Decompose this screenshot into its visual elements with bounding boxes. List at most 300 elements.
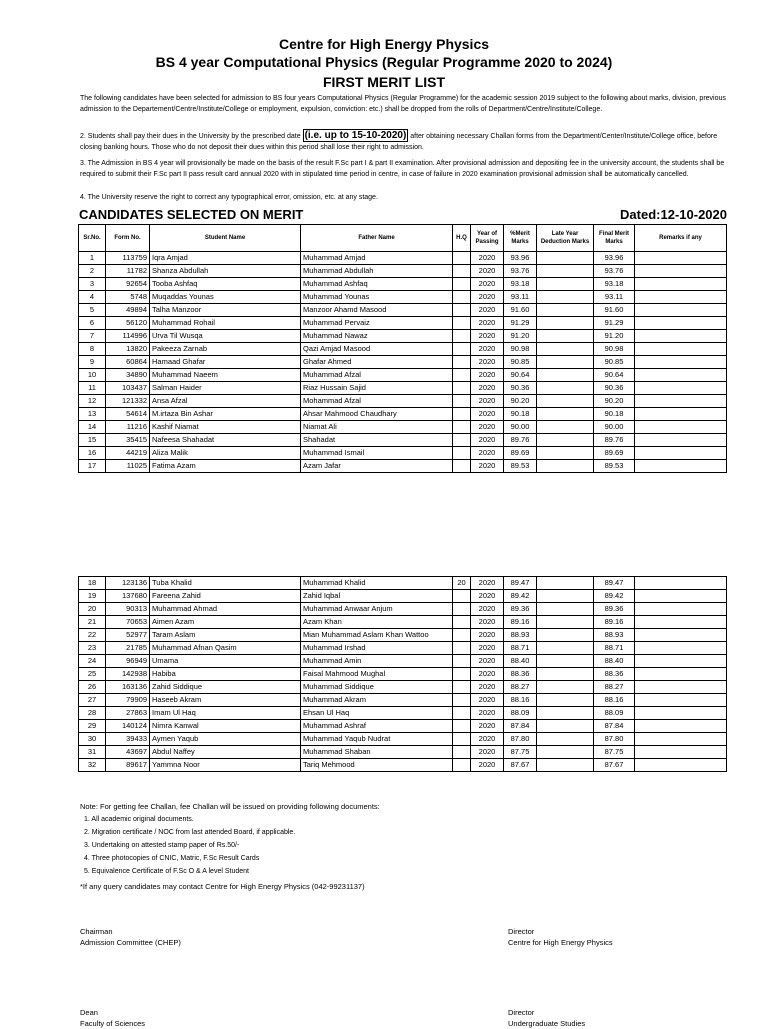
cell-student-name: Aliza Malik [150,447,301,460]
col-student-name: Student Name [150,225,301,252]
note-item: 5. Equivalence Certificate of F.Sc O & A level Student [84,868,249,875]
cell-merit: 88.36 [504,668,537,681]
cell-hq [453,603,471,616]
cell-remarks [635,395,727,408]
cell-form-no: 89617 [106,759,150,772]
cell-final-merit: 88.40 [594,655,635,668]
cell-form-no: 11216 [106,421,150,434]
cell-student-name: M.irtaza Bin Ashar [150,408,301,421]
cell-father-name: Muhammad Shaban [301,746,453,759]
cell-remarks [635,746,727,759]
signature-office: Centre for High Energy Physics [508,938,613,947]
cell-year: 2020 [471,265,504,278]
cell-hq [453,382,471,395]
signature-title: Chairman [80,927,113,936]
signature-chairman [80,926,181,948]
cell-srno: 15 [79,434,106,447]
cell-late-deduction [537,330,594,343]
cell-merit: 93.76 [504,265,537,278]
cell-srno: 17 [79,460,106,473]
table-row [79,434,727,447]
cell-father-name: Muhammad Amin [301,655,453,668]
cell-merit: 89.53 [504,460,537,473]
col-hq: H.Q [453,225,471,252]
cell-late-deduction [537,252,594,265]
cell-form-no: 21785 [106,642,150,655]
cell-srno: 24 [79,655,106,668]
cell-merit: 91.60 [504,304,537,317]
cell-student-name: Muhammad Naeem [150,369,301,382]
cell-late-deduction [537,408,594,421]
cell-late-deduction [537,421,594,434]
table-row [79,343,727,356]
cell-final-merit: 89.53 [594,460,635,473]
cell-remarks [635,369,727,382]
cell-late-deduction [537,395,594,408]
signature-title: Director [508,927,535,936]
cell-year: 2020 [471,720,504,733]
table-row [79,642,727,655]
cell-final-merit: 87.67 [594,759,635,772]
col-late-year-deduction: Late Year Deduction Marks [537,225,594,252]
cell-year: 2020 [471,629,504,642]
cell-year: 2020 [471,382,504,395]
cell-srno: 28 [79,707,106,720]
table-row [79,304,727,317]
cell-form-no: 54614 [106,408,150,421]
cell-hq [453,590,471,603]
cell-final-merit: 89.42 [594,590,635,603]
cell-late-deduction [537,265,594,278]
cell-form-no: 5748 [106,291,150,304]
cell-hq [453,369,471,382]
cell-remarks [635,447,727,460]
cell-final-merit: 93.96 [594,252,635,265]
table-row [79,291,727,304]
cell-srno: 4 [79,291,106,304]
cell-remarks [635,733,727,746]
cell-srno: 6 [79,317,106,330]
cell-hq [453,759,471,772]
cell-year: 2020 [471,590,504,603]
cell-father-name: Tariq Mehmood [301,759,453,772]
cell-remarks [635,382,727,395]
cell-father-name: Muhammad Nawaz [301,330,453,343]
cell-hq [453,655,471,668]
cell-year: 2020 [471,252,504,265]
cell-merit: 88.16 [504,694,537,707]
cell-srno: 7 [79,330,106,343]
cell-final-merit: 89.36 [594,603,635,616]
cell-late-deduction [537,343,594,356]
cell-merit: 89.69 [504,447,537,460]
cell-late-deduction [537,616,594,629]
cell-final-merit: 90.64 [594,369,635,382]
cell-father-name: Muhammad Younas [301,291,453,304]
cell-form-no: 113759 [106,252,150,265]
dated-label: Dated:12-10-2020 [620,207,727,222]
cell-form-no: 79909 [106,694,150,707]
col-form-no: Form No. [106,225,150,252]
cell-late-deduction [537,460,594,473]
cell-late-deduction [537,369,594,382]
intro-paragraph-3: 3. The Admission in BS 4 year will provisionally be made on the basis of the result F.Sc part I & part II examination. After provisional admission and depositing fee in the university account, the students shall be required to submit their F.Sc part II pass result card annual 2020 with in stipulated time period in centre, in case of failure in 2020 examination provisional admission shall be automatically cancelled. [80,160,725,178]
cell-hq [453,681,471,694]
cell-late-deduction [537,642,594,655]
table-row [79,707,727,720]
institute-title: Centre for High Energy Physics [278,36,490,52]
cell-year: 2020 [471,707,504,720]
cell-final-merit: 88.16 [594,694,635,707]
cell-final-merit: 88.71 [594,642,635,655]
cell-student-name: Pakeeza Zarnab [150,343,301,356]
intro-paragraph-1: The following candidates have been selected for admission to BS four years Computational Physics (Regular Programme) for the academic session 2019 subject to the following about marks, division, previous admission to the Departement/Centre/Institute/College or employment, expulsion, conviction: etc.) shall be dropped from the rolls of Department/Centre/Institute/College. [80,95,726,113]
cell-hq [453,733,471,746]
cell-remarks [635,317,727,330]
cell-srno: 3 [79,278,106,291]
cell-remarks [635,343,727,356]
cell-remarks [635,629,727,642]
cell-student-name: Muqaddas Younas [150,291,301,304]
cell-form-no: 11782 [106,265,150,278]
cell-remarks [635,603,727,616]
cell-form-no: 96949 [106,655,150,668]
selection-header [79,207,727,223]
cell-form-no: 13820 [106,343,150,356]
cell-hq [453,330,471,343]
cell-srno: 5 [79,304,106,317]
cell-father-name: Muhammad Afzal [301,369,453,382]
cell-form-no: 27863 [106,707,150,720]
cell-final-merit: 87.84 [594,720,635,733]
cell-srno: 13 [79,408,106,421]
cell-father-name: Muhammad Ismail [301,447,453,460]
cell-srno: 19 [79,590,106,603]
cell-father-name: Muhammad Khalid [301,577,453,590]
cell-remarks [635,655,727,668]
note-item: 3. Undertaking on attested stamp paper of Rs.50/- [84,842,240,849]
cell-form-no: 56120 [106,317,150,330]
cell-final-merit: 91.60 [594,304,635,317]
cell-remarks [635,694,727,707]
cell-father-name: Muhammad Irshad [301,642,453,655]
table-row [79,694,727,707]
cell-final-merit: 90.20 [594,395,635,408]
merit-table-part-1 [78,224,727,473]
cell-hq [453,408,471,421]
cell-merit: 87.80 [504,733,537,746]
cell-final-merit: 87.80 [594,733,635,746]
notes-section [80,800,380,893]
cell-merit: 88.71 [504,642,537,655]
cell-final-merit: 90.00 [594,421,635,434]
signature-director-chep [508,926,613,948]
cell-form-no: 90313 [106,603,150,616]
cell-final-merit: 89.47 [594,577,635,590]
cell-late-deduction [537,681,594,694]
cell-late-deduction [537,603,594,616]
cell-father-name: Niamat Ali [301,421,453,434]
cell-year: 2020 [471,681,504,694]
cell-final-merit: 88.09 [594,707,635,720]
table-row [79,460,727,473]
cell-father-name: Muhammad Ashfaq [301,278,453,291]
cell-hq [453,317,471,330]
intro-paragraph-2-text-a: 2. Students shall pay their dues in the University by the prescribed date [80,133,303,140]
cell-father-name: Ahsar Mahmood Chaudhary [301,408,453,421]
cell-remarks [635,577,727,590]
signature-title: Dean [80,1008,98,1017]
table-row [79,356,727,369]
cell-form-no: 121332 [106,395,150,408]
cell-year: 2020 [471,447,504,460]
cell-hq [453,616,471,629]
cell-late-deduction [537,317,594,330]
cell-srno: 1 [79,252,106,265]
col-final-merit-marks: Final Merit Marks [594,225,635,252]
merit-table-part-2 [78,576,727,772]
cell-student-name: Zahid Siddique [150,681,301,694]
programme-title: BS 4 year Computational Physics (Regular Programme 2020 to 2024) [155,54,613,70]
cell-father-name: Muhammad Ashraf [301,720,453,733]
cell-student-name: Kashif Niamat [150,421,301,434]
cell-srno: 23 [79,642,106,655]
cell-merit: 89.76 [504,434,537,447]
cell-merit: 91.29 [504,317,537,330]
cell-late-deduction [537,304,594,317]
cell-remarks [635,681,727,694]
cell-form-no: 43697 [106,746,150,759]
cell-late-deduction [537,655,594,668]
cell-father-name: Muhammad Amjad [301,252,453,265]
cell-hq [453,707,471,720]
note-item: 4. Three photocopies of CNIC, Matric, F.Sc Result Cards [84,855,260,862]
cell-hq [453,395,471,408]
table-row [79,265,727,278]
cell-student-name: Nafeesa Shahadat [150,434,301,447]
intro-paragraph-4: 4. The University reserve the right to correct any typographical error, omission, etc. at any stage. [80,194,378,201]
cell-student-name: Nimra Kanwal [150,720,301,733]
table-row [79,395,727,408]
merit-list-title: FIRST MERIT LIST [322,74,446,90]
cell-late-deduction [537,590,594,603]
signature-director-ugs [508,1007,585,1029]
cell-father-name: Muhammad Anwaar Anjum [301,603,453,616]
cell-final-merit: 91.29 [594,317,635,330]
col-srno: Sr.No. [79,225,106,252]
cell-merit: 88.40 [504,655,537,668]
cell-final-merit: 91.20 [594,330,635,343]
cell-late-deduction [537,434,594,447]
cell-late-deduction [537,278,594,291]
cell-student-name: Umama [150,655,301,668]
cell-form-no: 49894 [106,304,150,317]
table-row [79,421,727,434]
cell-late-deduction [537,746,594,759]
cell-srno: 14 [79,421,106,434]
cell-remarks [635,720,727,733]
cell-year: 2020 [471,317,504,330]
cell-remarks [635,278,727,291]
table-row [79,655,727,668]
cell-srno: 10 [79,369,106,382]
cell-srno: 18 [79,577,106,590]
cell-form-no: 137680 [106,590,150,603]
cell-father-name: Riaz Hussain Sajid [301,382,453,395]
cell-student-name: Haseeb Akram [150,694,301,707]
cell-merit: 90.00 [504,421,537,434]
cell-student-name: Aymen Yaqub [150,733,301,746]
cell-final-merit: 90.18 [594,408,635,421]
signature-dean [80,1007,145,1029]
cell-year: 2020 [471,278,504,291]
cell-student-name: Yammna Noor [150,759,301,772]
cell-remarks [635,434,727,447]
cell-merit: 89.47 [504,577,537,590]
cell-father-name: Zahid Iqbal [301,590,453,603]
cell-student-name: Tooba Ashfaq [150,278,301,291]
cell-final-merit: 88.36 [594,668,635,681]
cell-remarks [635,408,727,421]
col-year-of-passing: Year of Passing [471,225,504,252]
cell-final-merit: 93.18 [594,278,635,291]
cell-late-deduction [537,629,594,642]
table-row [79,733,727,746]
cell-year: 2020 [471,343,504,356]
cell-remarks [635,304,727,317]
cell-father-name: Muhammad Abdullah [301,265,453,278]
intro-paragraph-2 [80,130,730,153]
cell-year: 2020 [471,616,504,629]
cell-form-no: 140124 [106,720,150,733]
cell-year: 2020 [471,291,504,304]
cell-student-name: Hamaad Ghafar [150,356,301,369]
cell-srno: 27 [79,694,106,707]
cell-late-deduction [537,759,594,772]
cell-student-name: Fatima Azam [150,460,301,473]
cell-late-deduction [537,720,594,733]
cell-student-name: Talha Manzoor [150,304,301,317]
cell-form-no: 60864 [106,356,150,369]
signature-office: Undergraduate Studies [508,1019,586,1028]
cell-father-name: Muhammad Pervaiz [301,317,453,330]
table-row [79,759,727,772]
table-row [79,681,727,694]
cell-hq [453,629,471,642]
cell-year: 2020 [471,460,504,473]
cell-form-no: 39433 [106,733,150,746]
cell-remarks [635,291,727,304]
cell-remarks [635,616,727,629]
cell-student-name: Taram Aslam [150,629,301,642]
cell-hq [453,252,471,265]
cell-hq [453,460,471,473]
cell-late-deduction [537,382,594,395]
cell-final-merit: 90.98 [594,343,635,356]
cell-srno: 9 [79,356,106,369]
cell-remarks [635,421,727,434]
cell-form-no: 163136 [106,681,150,694]
cell-year: 2020 [471,395,504,408]
cell-merit: 87.67 [504,759,537,772]
cell-hq [453,746,471,759]
cell-merit: 89.42 [504,590,537,603]
cell-form-no: 52977 [106,629,150,642]
col-remarks: Remarks if any [635,225,727,252]
cell-year: 2020 [471,694,504,707]
table-row [79,447,727,460]
cell-form-no: 35415 [106,434,150,447]
cell-form-no: 142938 [106,668,150,681]
table-row [79,720,727,733]
cell-merit: 88.09 [504,707,537,720]
cell-merit: 93.11 [504,291,537,304]
cell-student-name: Tuba Khalid [150,577,301,590]
cell-form-no: 103437 [106,382,150,395]
cell-father-name: Muhammad Akram [301,694,453,707]
cell-student-name: Muhammad Rohail [150,317,301,330]
cell-father-name: Ghafar Ahmed [301,356,453,369]
cell-student-name: Aimen Azam [150,616,301,629]
cell-hq: 20 [453,577,471,590]
cell-student-name: Urva Til Wusqa [150,330,301,343]
cell-merit: 87.84 [504,720,537,733]
cell-late-deduction [537,668,594,681]
cell-hq [453,304,471,317]
cell-year: 2020 [471,668,504,681]
cell-father-name: Azam Jafar [301,460,453,473]
selected-heading: CANDIDATES SELECTED ON MERIT [79,207,304,222]
cell-year: 2020 [471,655,504,668]
cell-father-name: Muhammad Yaqub Nudrat [301,733,453,746]
cell-merit: 89.36 [504,603,537,616]
table-row [79,590,727,603]
cell-late-deduction [537,447,594,460]
table-row [79,668,727,681]
table-row [79,603,727,616]
cell-student-name: Muhammad Ahmad [150,603,301,616]
cell-merit: 91.20 [504,330,537,343]
table-row [79,616,727,629]
note-item: 2. Migration certificate / NOC from last attended Board, if applicable. [84,829,296,836]
cell-year: 2020 [471,746,504,759]
cell-father-name: Qazi Amjad Masood [301,343,453,356]
cell-form-no: 123136 [106,577,150,590]
cell-srno: 26 [79,681,106,694]
cell-form-no: 11025 [106,460,150,473]
cell-srno: 22 [79,629,106,642]
cell-late-deduction [537,733,594,746]
cell-year: 2020 [471,421,504,434]
fee-deadline-date: (i.e. up to 15-10-2020) [304,130,407,141]
cell-final-merit: 93.76 [594,265,635,278]
cell-father-name: Faisal Mahmood Mughal [301,668,453,681]
table-row [79,408,727,421]
notes-heading: Note: For getting fee Challan, fee Challan will be issued on providing following documents: [80,802,380,811]
cell-srno: 11 [79,382,106,395]
cell-final-merit: 89.76 [594,434,635,447]
cell-year: 2020 [471,759,504,772]
table-row [79,629,727,642]
cell-final-merit: 89.69 [594,447,635,460]
cell-final-merit: 88.27 [594,681,635,694]
cell-student-name: Iqra Amjad [150,252,301,265]
cell-remarks [635,759,727,772]
cell-student-name: Muhammad Afnan Qasim [150,642,301,655]
cell-student-name: Ansa Afzal [150,395,301,408]
cell-remarks [635,590,727,603]
table-row [79,330,727,343]
